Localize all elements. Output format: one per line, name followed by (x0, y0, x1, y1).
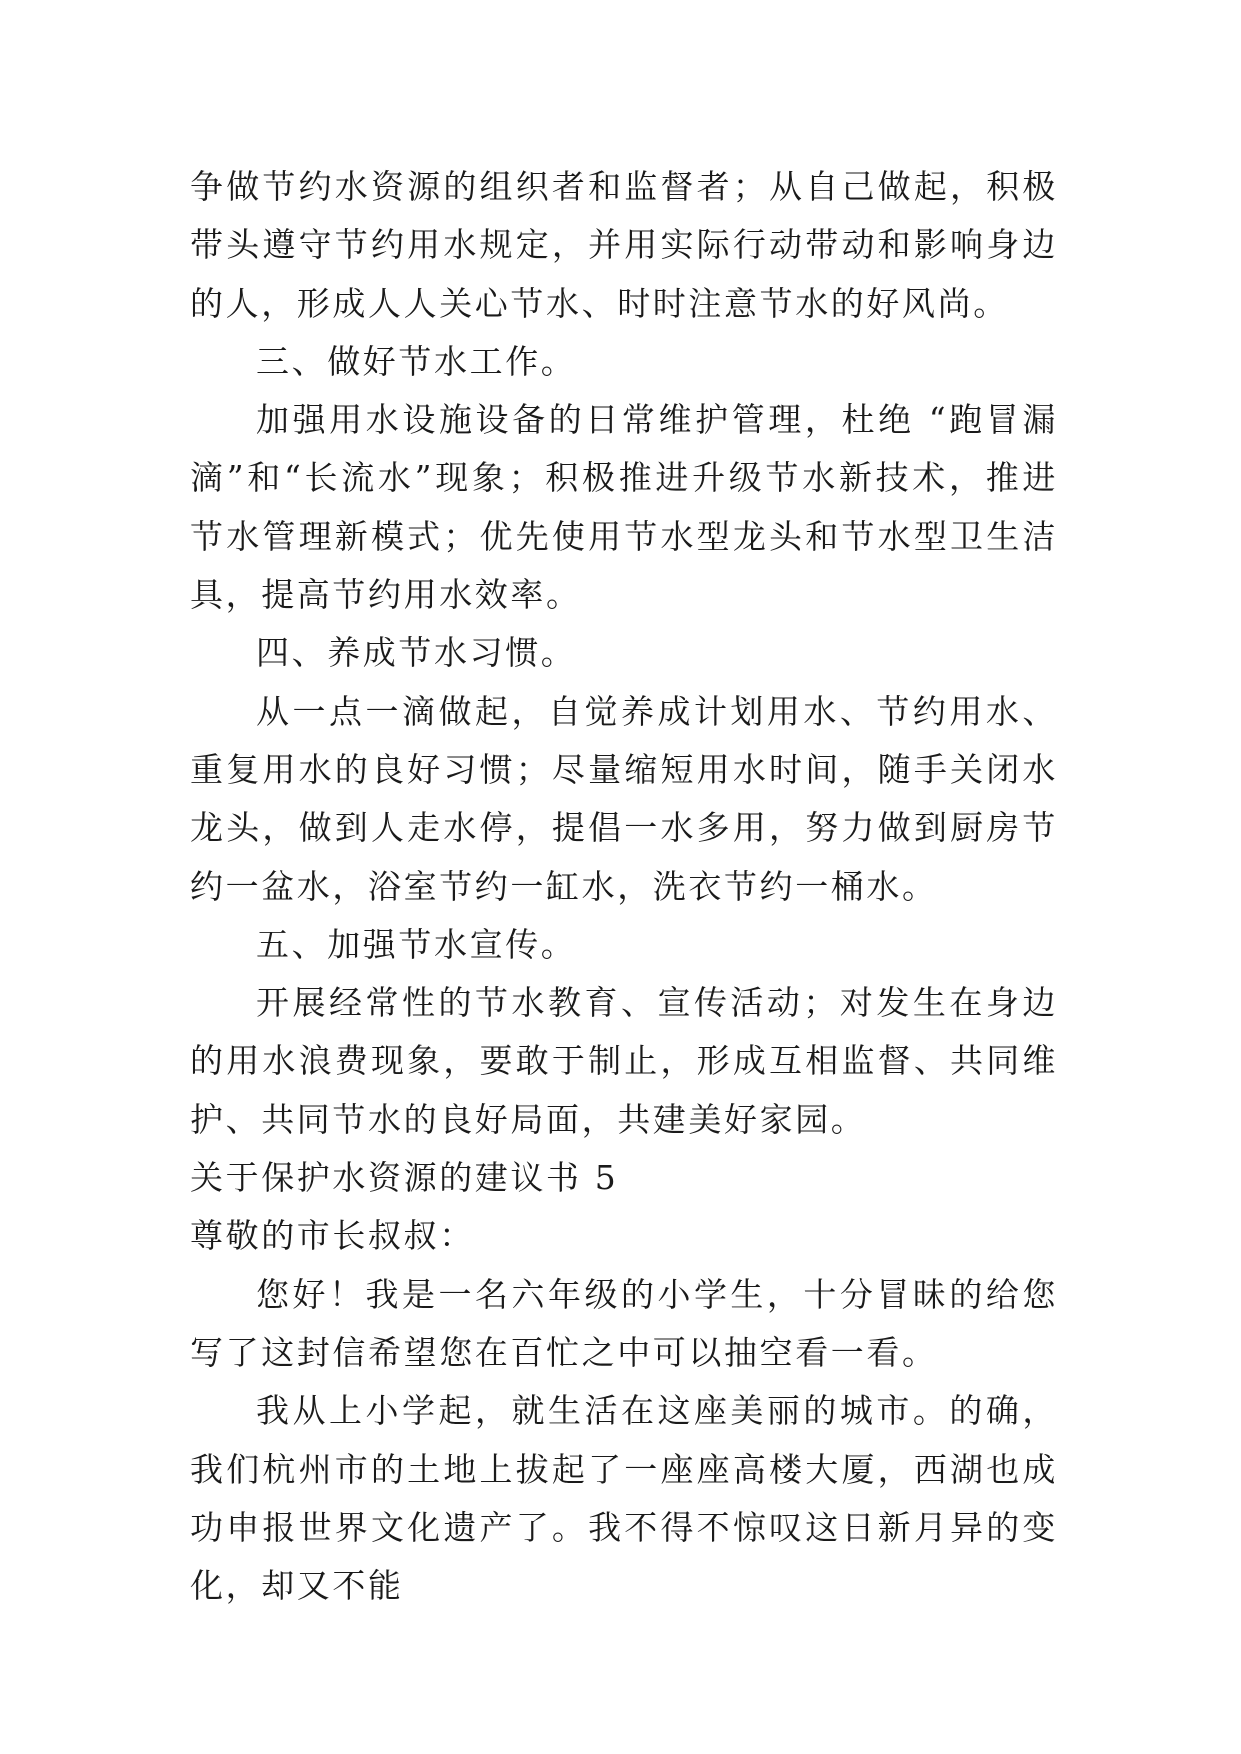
letter-salutation: 尊敬的市长叔叔： (190, 1216, 475, 1256)
section-heading-4: 四、养成节水习惯。 (256, 633, 577, 673)
section-heading-5: 五、加强节水宣传。 (256, 924, 577, 964)
body-paragraph: 从一点一滴做起，自觉养成计划用水、节约用水、重复用水的良好习惯；尽量缩短用水时间，随手关闭水龙头，做到人走水停，提倡一水多用，努力做到厨房节约一盆水，浴室节约一缸水，洗衣节约一桶水。 (190, 691, 1058, 906)
body-paragraph: 您好！我是一名六年级的小学生，十分冒昧的给您写了这封信希望您在百忙之中可以抽空看一看。 (190, 1274, 1058, 1372)
section-heading-3: 三、做好节水工作。 (256, 341, 577, 381)
document-body (190, 158, 1058, 1615)
body-paragraph: 我从上小学起，就生活在这座美丽的城市。的确，我们杭州市的土地上拔起了一座座高楼大厦，西湖也成功申报世界文化遗产了。我不得不惊叹这日新月异的变化，却又不能 (190, 1391, 1058, 1606)
body-paragraph: 加强用水设施设备的日常维护管理，杜绝 “跑冒漏滴”和“长流水”现象；积极推进升级节水新技术，推进节水管理新模式；优先使用节水型龙头和节水型卫生洁具，提高节约用水效率。 (190, 400, 1058, 615)
letter-title: 关于保护水资源的建议书 5 (190, 1158, 619, 1198)
body-paragraph: 开展经常性的节水教育、宣传活动；对发生在身边的用水浪费现象，要敢于制止，形成互相监督、共同维护、共同节水的良好局面，共建美好家园。 (190, 983, 1058, 1139)
body-paragraph: 争做节约水资源的组织者和监督者；从自己做起，积极带头遵守节约用水规定，并用实际行动带动和影响身边的人，形成人人关心节水、时时注意节水的好风尚。 (190, 167, 1058, 323)
